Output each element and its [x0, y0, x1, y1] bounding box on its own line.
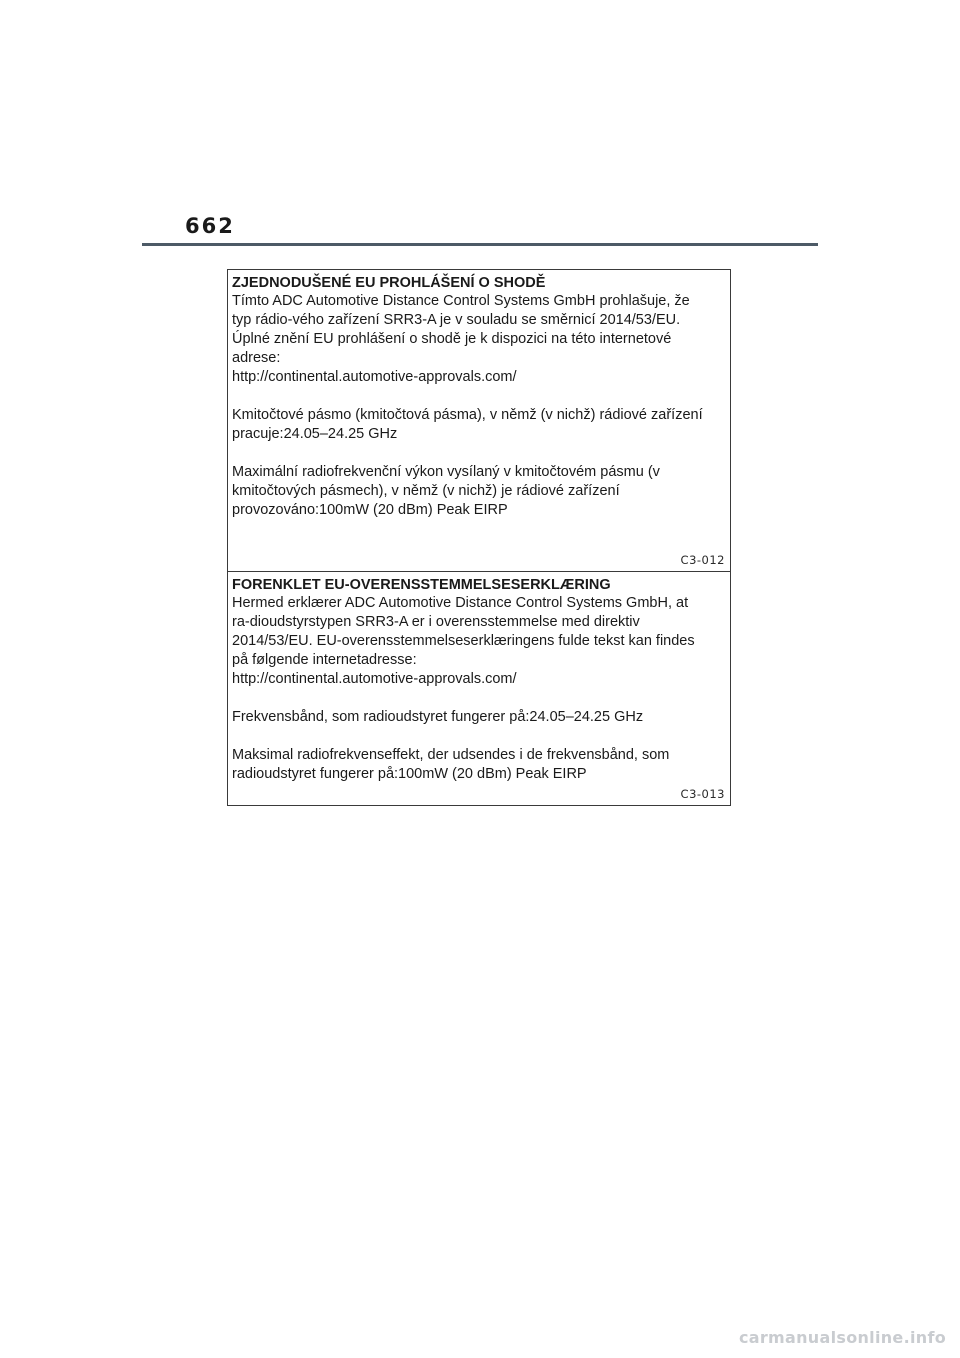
- declaration-text-line: pracuje:24.05–24.25 GHz: [232, 426, 398, 442]
- header-divider: [142, 243, 818, 246]
- declaration-text-line: radioudstyret fungerer på:100mW (20 dBm) Peak EIRP: [232, 766, 587, 782]
- declaration-text-line: på følgende internetadresse:: [232, 652, 417, 668]
- declaration-text-line: Maksimal radiofrekvenseffekt, der udsendes i de frekvensbånd, som: [232, 747, 670, 763]
- declarations-box: [227, 269, 731, 806]
- declaration-danish: [228, 572, 730, 805]
- declaration-url: http://continental.automotive-approvals.com/: [232, 369, 517, 385]
- figure-code: C3-013: [680, 787, 725, 801]
- watermark: carmanualsonline.info: [738, 1328, 946, 1347]
- declaration-text-line: Maximální radiofrekvenční výkon vysílaný v kmitočtovém pásmu (v: [232, 464, 660, 480]
- declaration-czech: [228, 270, 730, 572]
- declaration-text-line: adrese:: [232, 350, 281, 366]
- declaration-text-line: Úplné znění EU prohlášení o shodě je k dispozici na této internetové: [232, 331, 672, 347]
- paragraph-gap: [232, 727, 726, 746]
- paragraph-gap: [232, 689, 726, 708]
- declaration-text-line: kmitočtových pásmech), v němž (v nichž) je rádiové zařízení: [232, 483, 620, 499]
- declaration-text-line: Tímto ADC Automotive Distance Control Systems GmbH prohlašuje, že: [232, 293, 690, 309]
- declaration-text-line: provozováno:100mW (20 dBm) Peak EIRP: [232, 502, 508, 518]
- declaration-text-line: ra-dioudstyrstypen SRR3-A er i overensstemmelse med direktiv: [232, 614, 640, 630]
- paragraph-gap: [232, 387, 726, 406]
- declaration-text-line: Frekvensbånd, som radioudstyret fungerer på:24.05–24.25 GHz: [232, 709, 644, 725]
- figure-code: C3-012: [680, 553, 725, 567]
- declaration-text-line: Kmitočtové pásmo (kmitočtová pásma), v němž (v nichž) rádiové zařízení: [232, 407, 703, 423]
- declaration-url: http://continental.automotive-approvals.com/: [232, 671, 517, 687]
- declaration-text-line: Hermed erklærer ADC Automotive Distance Control Systems GmbH, at: [232, 595, 689, 611]
- declaration-text-line: 2014/53/EU. EU-overensstemmelseserklæringens fulde tekst kan findes: [232, 633, 695, 649]
- declaration-title: FORENKLET EU-OVERENSSTEMMELSESERKLÆRING: [232, 577, 611, 593]
- paragraph-gap: [232, 444, 726, 463]
- declaration-text-line: typ rádio-vého zařízení SRR3-A je v souladu se směrnicí 2014/53/EU.: [232, 312, 681, 328]
- declaration-title: ZJEDNODUŠENÉ EU PROHLÁŠENÍ O SHODĚ: [232, 275, 546, 291]
- page-number: 662: [185, 214, 235, 238]
